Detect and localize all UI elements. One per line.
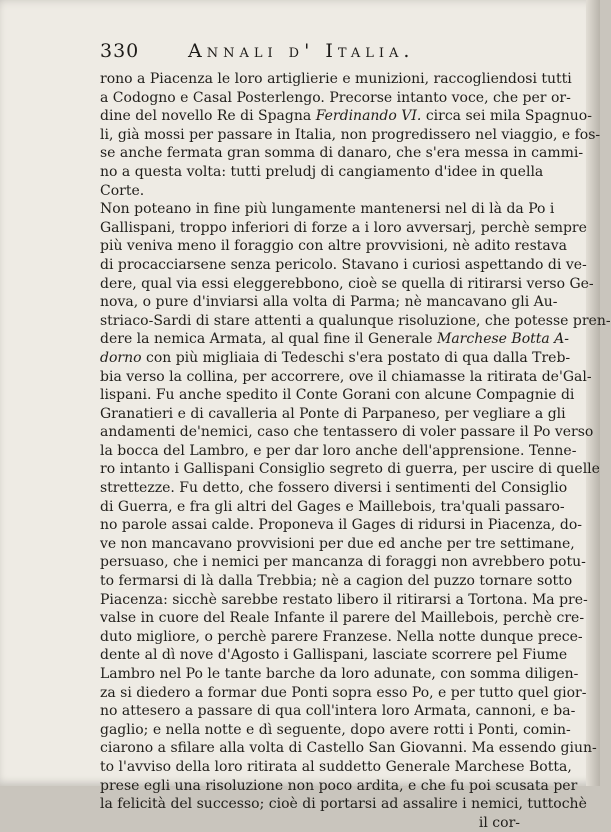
text-line bbox=[100, 423, 594, 442]
text-line bbox=[100, 237, 568, 256]
line-text: andamenti de'nemici, caso che tentassero di voler passare il Po verso bbox=[100, 424, 594, 441]
text-line bbox=[100, 684, 587, 703]
text-line bbox=[100, 405, 566, 424]
body-text bbox=[100, 70, 611, 832]
line-text: valse in cuore del Reale Infante il parere del Maillebois, perchè cre- bbox=[100, 610, 585, 627]
text-line bbox=[100, 126, 601, 145]
text-line bbox=[100, 498, 565, 517]
line-text: no attesero a passare di qua coll'intera loro Armata, cannoni, e ba- bbox=[100, 703, 576, 720]
text-line bbox=[100, 535, 575, 554]
page-header bbox=[100, 40, 490, 64]
text-line bbox=[100, 758, 572, 777]
line-text: to l'avviso della loro ritirata al suddetto Generale Marchese Botta, bbox=[100, 758, 572, 775]
line-text: nova, o pure d'inviarsi alla volta di Parma; nè mancavano gli Au- bbox=[100, 294, 558, 311]
line-text: Piacenza: sicchè sarebbe restato libero il ritirarsi a Tortona. Ma pre- bbox=[100, 591, 588, 608]
text-line bbox=[100, 665, 579, 684]
line-text: ciarono a sfilare alla volta di Castello San Giovanni. Ma essendo giun- bbox=[100, 740, 597, 757]
line-text: no parole assai calde. Proponeva il Gages di ridursi in Piacenza, do- bbox=[100, 517, 583, 534]
text-line bbox=[100, 349, 571, 368]
line-text: Gallispani, troppo inferiori di forze a i loro avversarj, perchè sempre bbox=[100, 219, 587, 236]
line-text: striaco-Sardi di stare attenti a qualunque risoluzione, che potesse pren- bbox=[100, 312, 611, 329]
text-line bbox=[100, 795, 587, 814]
line-text: lispani. Fu anche spedito il Conte Gorani con alcune Compagnie di bbox=[100, 387, 575, 404]
italic-name: dorno bbox=[100, 349, 142, 366]
line-text: Non poteano in fine più lungamente mantenersi nel di là da Po i bbox=[100, 201, 555, 218]
line-text: dine del novello Re di Spagna bbox=[100, 108, 316, 125]
line-text: Lambro nel Po le tante barche da loro adunate, con somma diligen- bbox=[100, 666, 579, 682]
text-line bbox=[100, 516, 583, 535]
text-line bbox=[100, 777, 578, 796]
text-line bbox=[100, 591, 588, 610]
text-line bbox=[100, 200, 555, 219]
line-text: Granatieri e di cavalleria al Ponte di Parpaneso, per vegliare a gli bbox=[100, 405, 566, 422]
line-text: la felicità del successo; cioè di portarsi ad assalire i nemici, tuttochè bbox=[100, 796, 587, 813]
line-text: il cor- bbox=[478, 814, 520, 831]
line-text: li, già mossi per passare in Italia, non progredissero nel viaggio, e fos- bbox=[100, 126, 601, 143]
text-line bbox=[100, 646, 568, 665]
line-text: di procacciarsene senza pericolo. Stavano i curiosi aspettando di ve- bbox=[100, 256, 587, 273]
page-number: 330 bbox=[100, 40, 140, 62]
text-line bbox=[100, 814, 520, 832]
text-line bbox=[100, 721, 571, 740]
text-line bbox=[100, 479, 568, 498]
text-line bbox=[100, 330, 570, 349]
text-line bbox=[100, 256, 587, 275]
line-text: za si diedero a formar due Ponti sopra esso Po, e per tutto quel gior- bbox=[100, 684, 587, 701]
text-line bbox=[100, 144, 584, 163]
line-text: più veniva meno il foraggio con altre provvisioni, nè adito restava bbox=[100, 238, 568, 255]
text-line bbox=[100, 70, 572, 89]
line-text: to fermarsi di là dalla Trebbia; nè a cagion del puzzo tornare sotto bbox=[100, 573, 573, 590]
text-line bbox=[100, 219, 587, 238]
text-line bbox=[100, 89, 571, 108]
line-text: persuaso, che i nemici per mancanza di foraggi non avrebbero potu- bbox=[100, 554, 586, 571]
line-text: di Guerra, e fra gli altri del Gages e Maillebois, tra'quali passaro- bbox=[100, 498, 565, 515]
line-text: dere, qual via essi eleggerebbono, cioè se quella di ritirarsi verso Ge- bbox=[100, 275, 594, 292]
text-line bbox=[100, 442, 577, 461]
line-text: la bocca del Lambro, e per dar loro anche dell'apprensione. Tenne- bbox=[100, 442, 577, 459]
line-text: dente al dì nove d'Agosto i Gallispani, lasciate scorrere pel Fiume bbox=[100, 647, 568, 664]
text-line bbox=[100, 163, 544, 182]
line-text: Corte. bbox=[100, 182, 145, 199]
line-text: duto migliore, o perchè parere Franzese. Nella notte dunque prece- bbox=[100, 628, 583, 645]
text-line bbox=[100, 386, 575, 405]
text-line bbox=[100, 702, 576, 721]
running-title: Annali d' Italia. bbox=[188, 40, 415, 62]
text-line bbox=[100, 107, 592, 126]
italic-name: Marchese Botta A- bbox=[436, 331, 570, 348]
text-line bbox=[100, 460, 600, 479]
text-line bbox=[100, 628, 583, 647]
text-line bbox=[100, 312, 611, 331]
text-line bbox=[100, 739, 597, 758]
line-text: dere la nemica Armata, al qual fine il Generale bbox=[100, 331, 437, 348]
line-text: circa sei mila Spagnuo- bbox=[421, 108, 592, 125]
line-text: con più migliaia di Tedeschi s'era postato di qua dalla Treb- bbox=[141, 349, 571, 366]
line-text: strettezze. Fu detto, che fossero diversi i sentimenti del Consiglio bbox=[100, 480, 568, 497]
line-text: a Codogno e Casal Posterlengo. Precorse intanto voce, che per or- bbox=[100, 89, 571, 106]
line-text: prese egli una risoluzione non poco ardita, e che fu poi scusata per bbox=[100, 777, 578, 794]
italic-name: Ferdinando VI. bbox=[315, 108, 422, 125]
line-text: no a questa volta: tutti preludj di cangiamento d'idee in quella bbox=[100, 163, 544, 180]
line-text: se anche fermata gran somma di danaro, che s'era messa in cammi- bbox=[100, 145, 584, 162]
text-line bbox=[100, 368, 592, 387]
paragraph bbox=[100, 200, 611, 832]
text-line bbox=[100, 293, 558, 312]
line-text: rono a Piacenza le loro artiglierie e munizioni, raccogliendosi tutti bbox=[100, 71, 572, 87]
text-line bbox=[100, 275, 594, 294]
text-line bbox=[100, 182, 520, 201]
line-text: ro intanto i Gallispani Consiglio segreto di guerra, per uscire di quelle bbox=[100, 461, 600, 478]
line-text: ve non mancavano provvisioni per due ed anche per tre settimane, bbox=[100, 535, 575, 552]
line-text: gaglio; e nella notte e dì seguente, dopo avere rotti i Ponti, comin- bbox=[100, 721, 571, 738]
line-text: bia verso la collina, per accorrere, ove il chiamasse la ritirata de'Gal- bbox=[100, 368, 592, 385]
text-line bbox=[100, 572, 573, 591]
paragraph bbox=[100, 70, 601, 200]
text-line bbox=[100, 553, 586, 572]
text-line bbox=[100, 609, 585, 628]
